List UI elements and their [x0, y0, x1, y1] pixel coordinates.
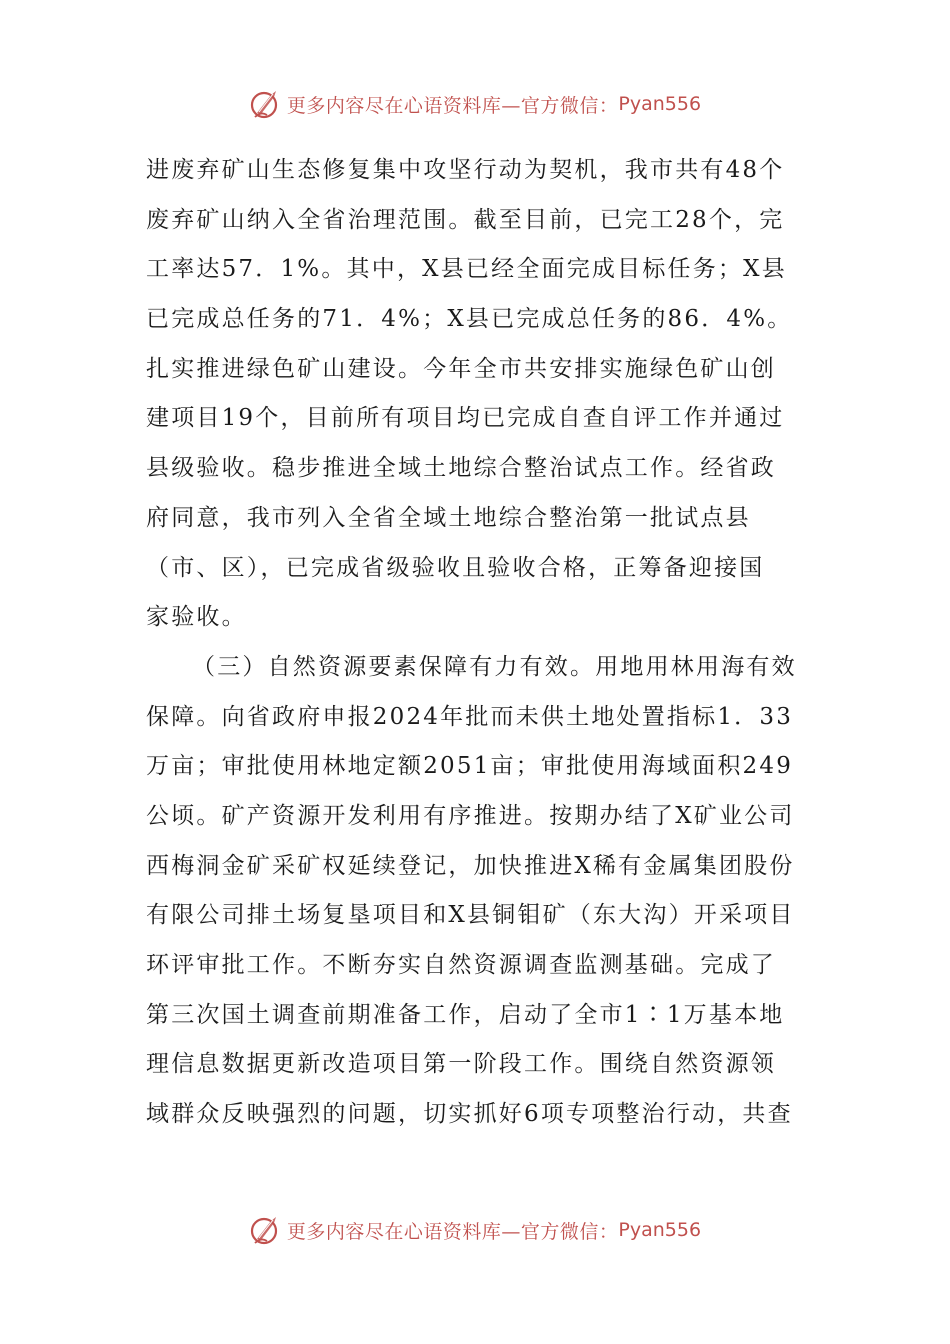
text-line: 扎实推进绿色矿山建设。今年全市共安排实施绿色矿山创: [146, 355, 776, 382]
text-line: 工率达57．1%。其中，X县已经全面完成目标任务；X县: [146, 256, 787, 283]
text-line: 保障。向省政府申报2024年批而未供土地处置指标1．33: [146, 703, 794, 730]
text-line: 建项目19个，目前所有项目均已完成自查自评工作并通过: [146, 405, 785, 432]
quill-pen-logo-icon: [249, 1213, 283, 1247]
text-line: 进废弃矿山生态修复集中攻坚行动为契机，我市共有48个: [146, 157, 785, 183]
text-line: 府同意，我市列入全省全域土地综合整治第一批试点县: [146, 504, 751, 531]
text-line: 域群众反映强烈的问题，切实抓好6项专项整治行动，共查: [146, 1101, 793, 1128]
watermark-text: 更多内容尽在心语资料库—官方微信：: [286, 1220, 619, 1243]
text-line: 废弃矿山纳入全省治理范围。截至目前，已完工28个，完: [146, 206, 785, 233]
watermark-wechat-id: Pyan556: [618, 1219, 702, 1241]
text-line: 理信息数据更新改造项目第一阶段工作。围绕自然资源领: [146, 1051, 776, 1078]
text-line: 西梅洞金矿采矿权延续登记，加快推进X稀有金属集团股份: [146, 852, 795, 879]
document-body: [146, 146, 816, 1140]
text-line: 公顷。矿产资源开发利用有序推进。按期办结了X矿业公司: [146, 802, 795, 829]
header-watermark: [0, 84, 950, 124]
watermark-wechat-id: Pyan556: [618, 93, 702, 115]
text-line: 县级验收。稳步推进全域土地综合整治试点工作。经省政: [146, 455, 776, 482]
text-line: 有限公司排土场复垦项目和X县铜钼矿（东大沟）开采项目: [146, 902, 795, 929]
text-line: 环评审批工作。不断夯实自然资源调查监测基础。完成了: [146, 952, 776, 978]
text-line: 已完成总任务的71．4%；X县已完成总任务的86．4%。: [146, 306, 793, 333]
text-line: 万亩；审批使用林地定额2051亩；审批使用海域面积249: [146, 753, 794, 780]
text-line: 家验收。: [146, 604, 247, 631]
quill-pen-logo-icon: [249, 87, 283, 121]
watermark-text: 更多内容尽在心语资料库—官方微信：: [286, 94, 619, 117]
text-line: 第三次国土调查前期准备工作，启动了全市1∶1万基本地: [146, 1001, 785, 1028]
section-heading-line: （三）自然资源要素保障有力有效。用地用林用海有效: [192, 653, 797, 680]
footer-watermark: [0, 1210, 950, 1250]
text-line: （市、区），已完成省级验收且验收合格，正筹备迎接国: [146, 554, 765, 581]
